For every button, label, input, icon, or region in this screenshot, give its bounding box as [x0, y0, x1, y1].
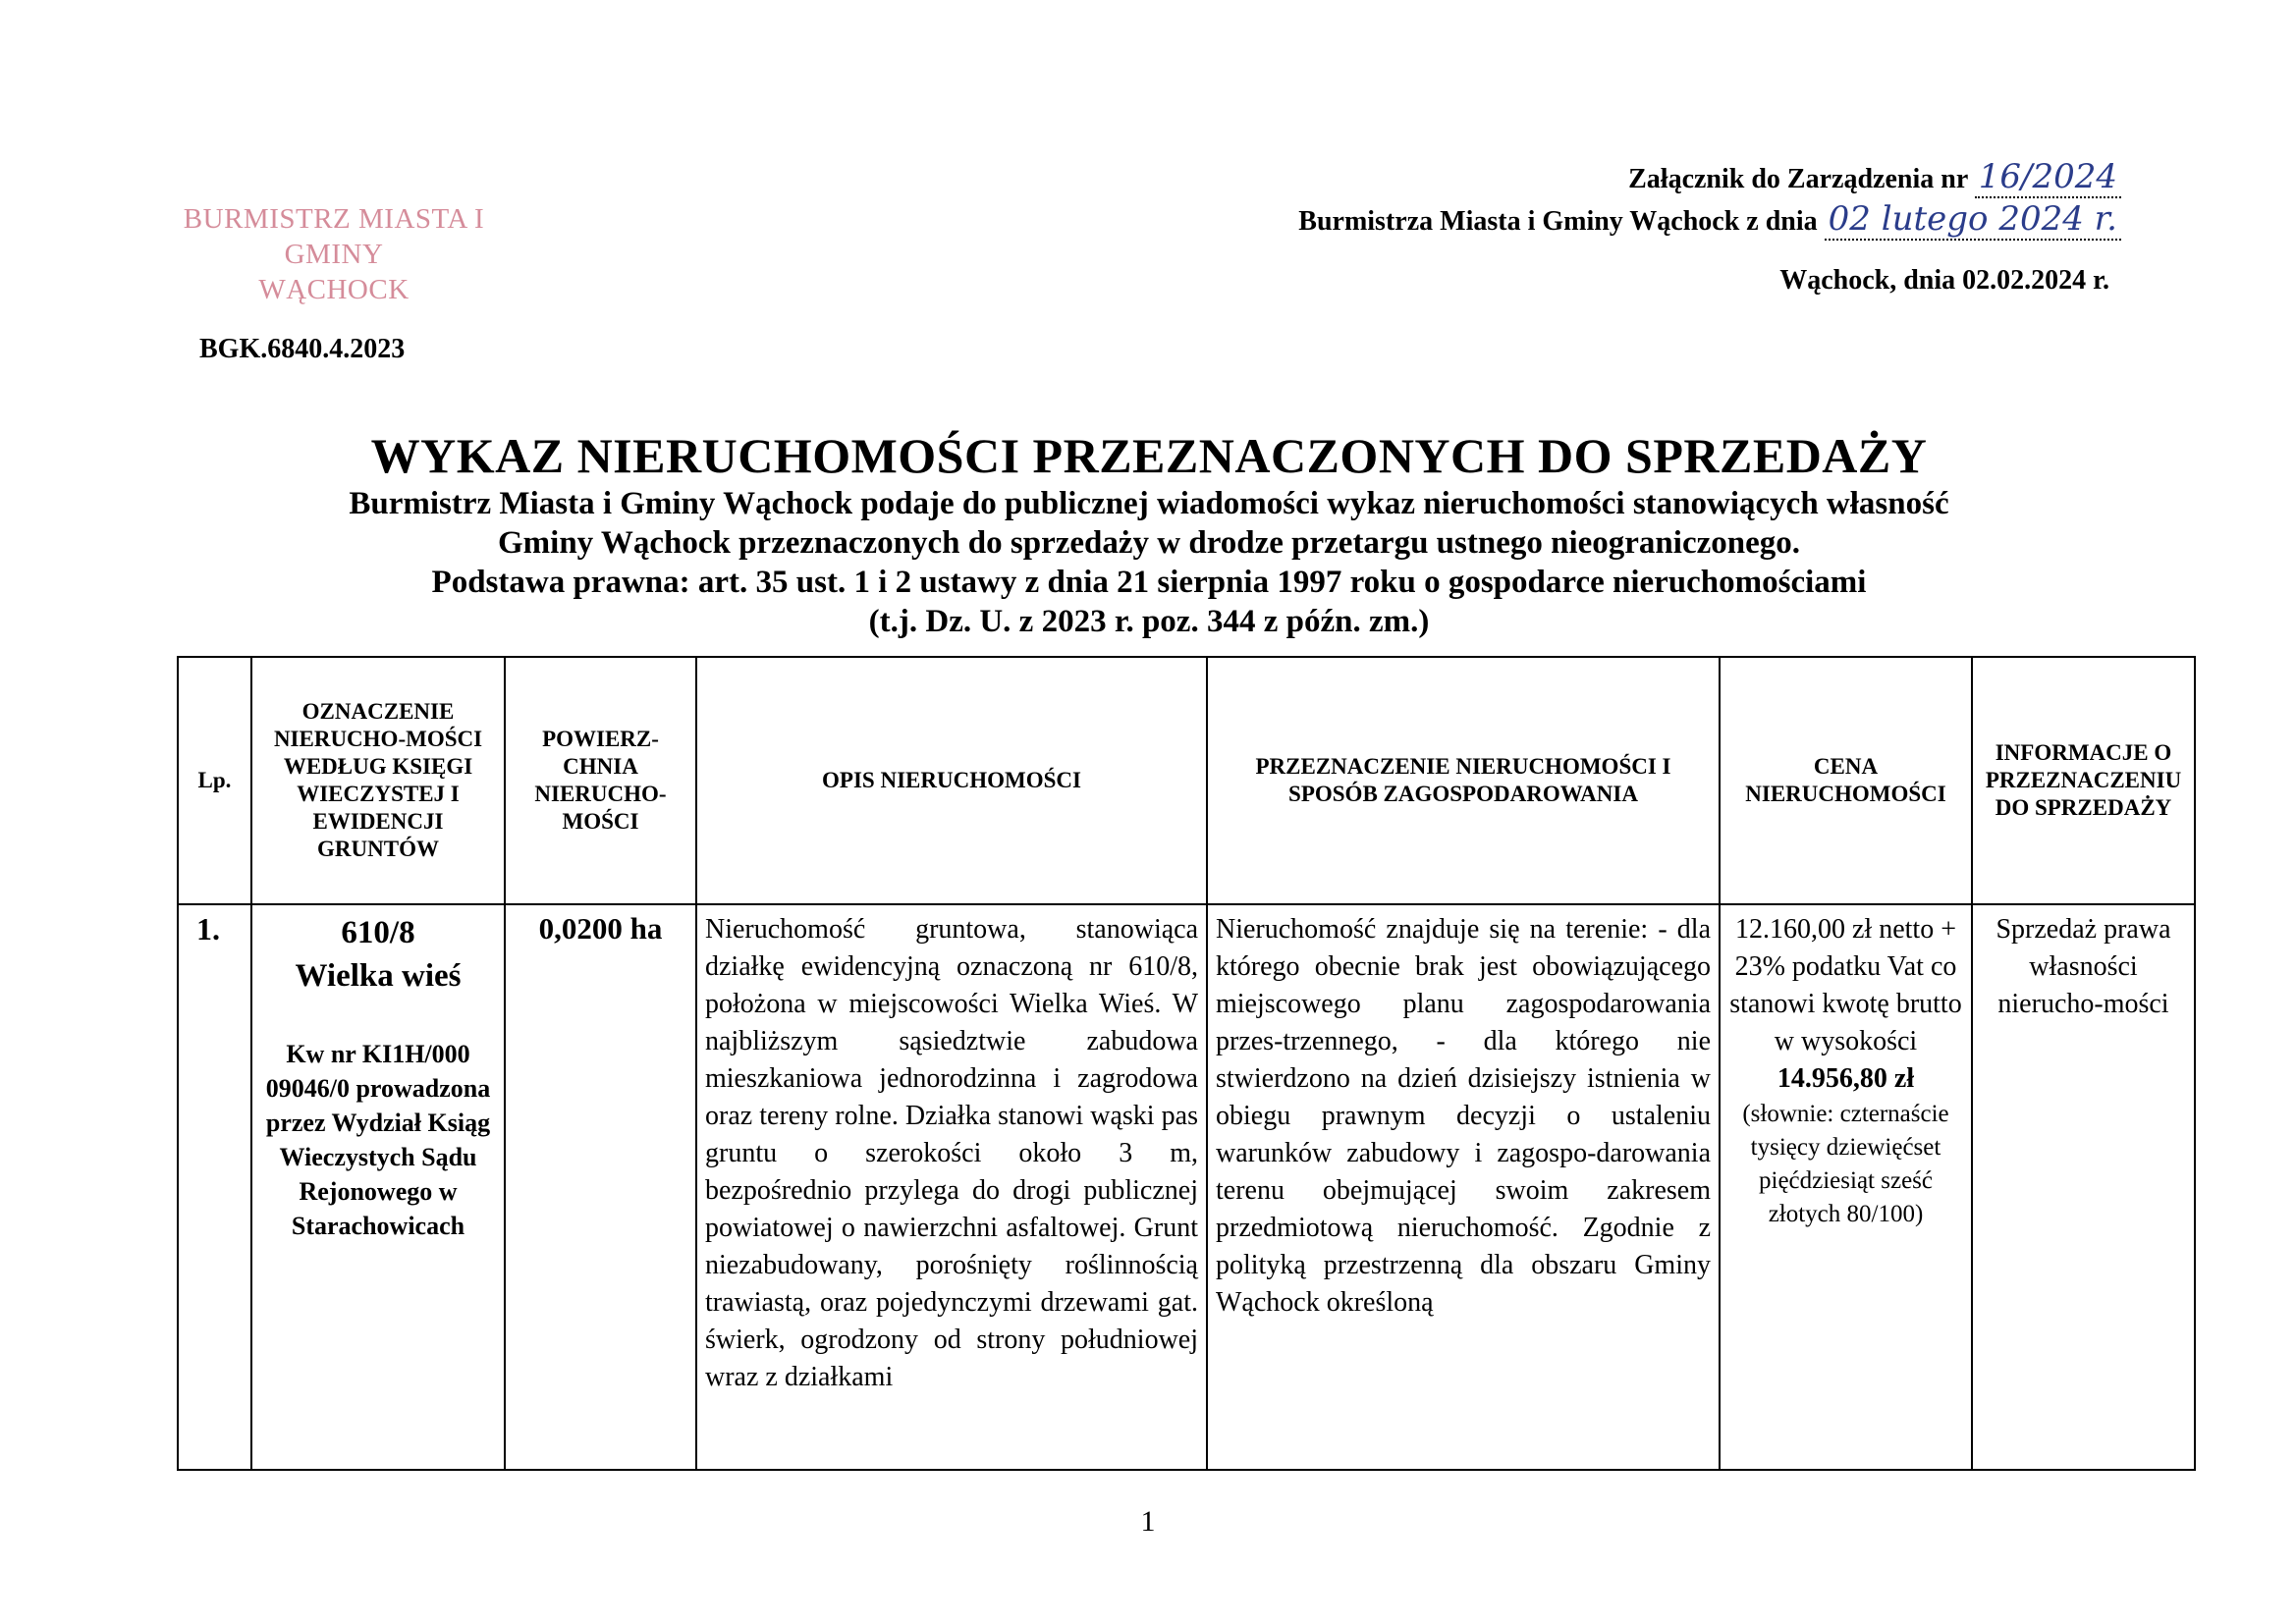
cell-przeznaczenie: Nieruchomość znajduje się na terenie: - dla którego obecnie brak jest obowiązującego miejscowego planu zagospodarowania przes-trzennego, - dla którego nie stwierdzono na dzień dzisiejszy istnienia w obiegu prawnym decyzji o ustaleniu warunków zabudowy i zagospo-darowania terenu obejmującej swoim zakresem przedmiotową nieruchomość. Zgodnie z polityką przestrzenną dla obszaru Gminy Wąchock określoną — [1207, 904, 1720, 1470]
parcel-number: 610/8 — [341, 915, 415, 950]
attachment-line-1 — [1298, 157, 2121, 199]
parcel-locality: Wielka wieś — [295, 958, 462, 994]
municipal-stamp — [147, 201, 520, 307]
price-net: 12.160,00 zł netto + 23% podatku Vat co stanowi kwotę brutto w wysokości — [1729, 914, 1962, 1056]
attachment-order-label: Załącznik do Zarządzenia nr — [1628, 164, 1968, 194]
header-cena: CENA NIERUCHOMOŚCI — [1720, 657, 1972, 904]
price-gross: 14.956,80 zł — [1777, 1063, 1915, 1094]
header-lp: Lp. — [178, 657, 251, 904]
cell-opis: Nieruchomość gruntowa, stanowiąca działkę ewidencyjną oznaczoną nr 610/8, położona w miejscowości Wielka Wieś. W najbliższym sąsiedztwie zabudowa mieszkaniowa jednorodzinna i zagrodowa oraz tereny rolne. Działka stanowi wąski pas gruntu o szerokości około 3 m, bezpośrednio przylega do drogi publicznej powiatowej o nawierzchni asfaltowej. Grunt niezabudowany, porośnięty roślinnością trawiastą, oraz pojedynczymi drzewami gat. świerk, ogrodzony od strony południowej wraz z działkami — [696, 904, 1207, 1470]
cell-lp: 1. — [178, 904, 251, 1470]
document-title: WYKAZ NIERUCHOMOŚCI PRZEZNACZONYCH DO SPRZEDAŻY — [370, 428, 1928, 483]
subtitle-line-2: Gminy Wąchock przeznaczonych do sprzedaży w drodze przetargu ustnego nieograniczonego. — [498, 525, 1800, 561]
table-header-row — [178, 657, 2195, 904]
handwritten-order-date: 02 lutego 2024 r. — [1825, 199, 2121, 241]
reference-number: BGK.6840.4.2023 — [199, 334, 406, 364]
price-in-words: (słownie: czternaście tysięcy dziewięćset pięćdziesiąt sześć złotych 80/100) — [1742, 1101, 1949, 1227]
page-number: 1 — [1140, 1505, 1156, 1538]
title-block — [118, 427, 2180, 641]
place-and-date: Wąchock, dnia 02.02.2024 r. — [1779, 265, 2109, 296]
subtitle-line-1: Burmistrz Miasta i Gminy Wąchock podaje do publicznej wiadomości wykaz nieruchomości stanowiących własność — [349, 486, 1949, 521]
cell-powierzchnia: 0,0200 ha — [505, 904, 696, 1470]
header-przeznaczenie: PRZEZNACZENIE NIERUCHOMOŚCI I SPOSÓB ZAGOSPODAROWANIA — [1207, 657, 1720, 904]
table-row — [178, 904, 2195, 1470]
header-informacje: INFORMACJE O PRZEZNACZENIU DO SPRZEDAŻY — [1972, 657, 2195, 904]
attachment-line-2 — [1298, 199, 2121, 242]
subtitle-line-4: (t.j. Dz. U. z 2023 r. poz. 344 z późn. zm.) — [868, 604, 1430, 639]
attachment-note — [1298, 157, 2121, 242]
property-table — [177, 656, 2196, 1471]
header-oznaczenie: OZNACZENIE NIERUCHO-MOŚCI WEDŁUG KSIĘGI WIECZYSTEJ I EWIDENCJI GRUNTÓW — [251, 657, 505, 904]
cell-informacje: Sprzedaż prawa własności nierucho-mości — [1972, 904, 2195, 1470]
cell-cena — [1720, 904, 1972, 1470]
stamp-line-1: BURMISTRZ MIASTA I GMINY — [183, 203, 485, 270]
attachment-date-label: Burmistrza Miasta i Gminy Wąchock z dnia — [1298, 206, 1818, 237]
header-opis: OPIS NIERUCHOMOŚCI — [696, 657, 1207, 904]
stamp-line-2: WĄCHOCK — [258, 274, 410, 305]
subtitle-line-3: Podstawa prawna: art. 35 ust. 1 i 2 ustawy z dnia 21 sierpnia 1997 roku o gospodarce nieruchomościami — [431, 565, 1867, 600]
handwritten-order-number: 16/2024 — [1975, 157, 2121, 198]
cell-oznaczenie — [251, 904, 505, 1470]
header-powierzchnia: POWIERZ-CHNIA NIERUCHO-MOŚCI — [505, 657, 696, 904]
land-register-info: Kw nr KI1H/000 09046/0 prowadzona przez Wydział Ksiąg Wieczystych Sądu Rejonowego w Starachowicach — [265, 1040, 491, 1240]
